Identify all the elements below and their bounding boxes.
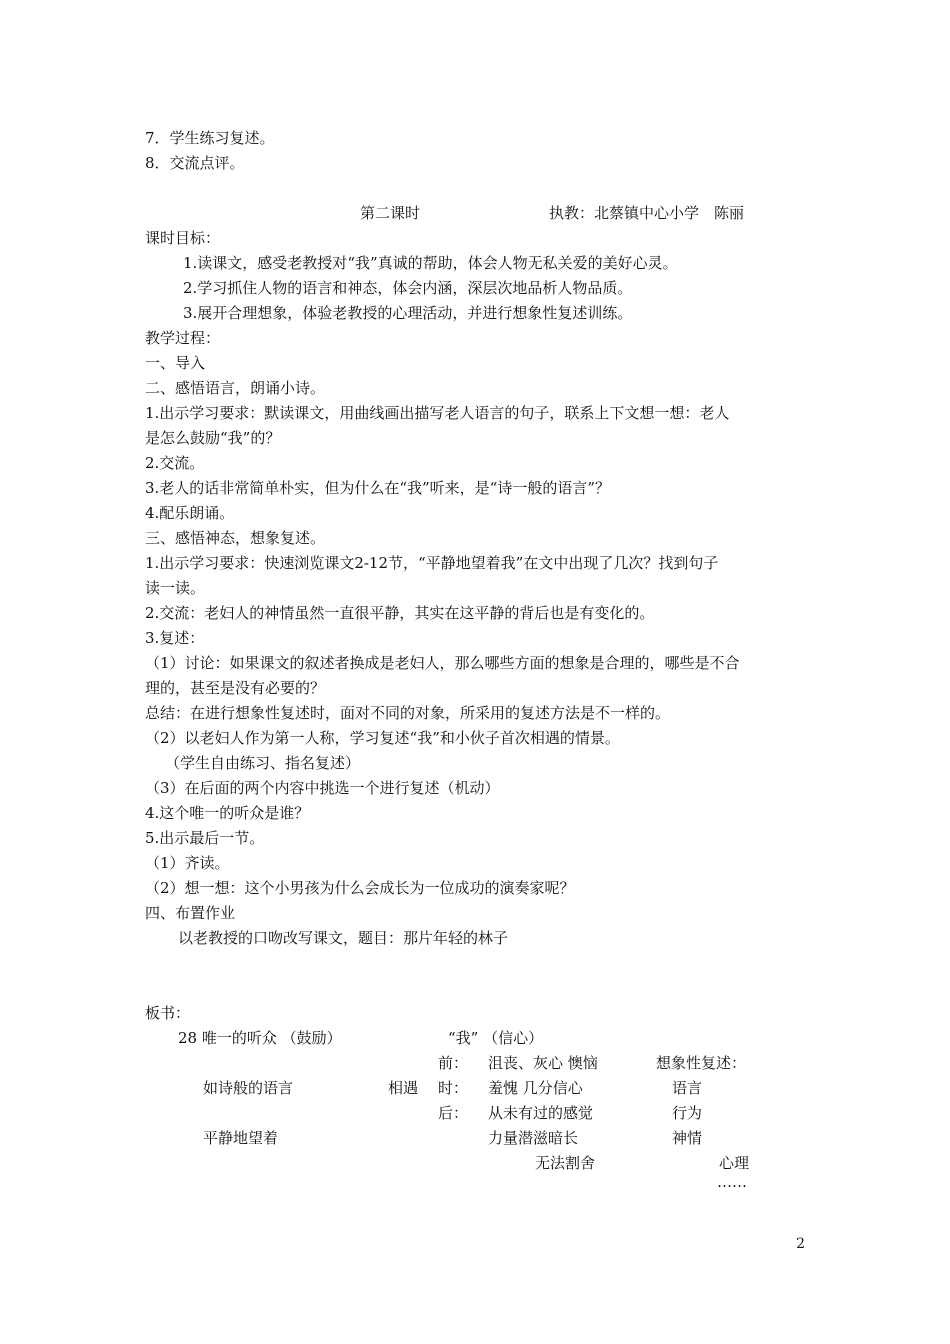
board-action: 行为 <box>672 1104 703 1122</box>
item-3-5-2: （2）想一想：这个小男孩为什么会成长为一位成功的演奏家呢？ <box>145 879 575 897</box>
session-title: 第二课时 <box>360 204 421 222</box>
board-mind: 心理 <box>719 1154 750 1172</box>
goals-title: 课时目标： <box>145 229 221 247</box>
step-8: 8．交流点评。 <box>145 154 245 172</box>
board-before-text: 沮丧、灰心 懊恼 <box>488 1054 598 1072</box>
board-after-label: 后： <box>438 1104 469 1122</box>
board-ellipsis: …… <box>717 1173 747 1191</box>
item-3-3: 3.复述： <box>145 629 205 647</box>
board-meet: 相遇 <box>388 1079 419 1097</box>
item-3-5-1: （1）齐读。 <box>145 854 230 872</box>
board-wo: “我” （信心） <box>448 1029 544 1047</box>
summary: 总结：在进行想象性复述时，面对不同的对象，所采用的复述方法是不一样的。 <box>145 704 671 722</box>
item-3-2: 2.交流：老妇人的神情虽然一直很平静，其实在这平静的背后也是有变化的。 <box>145 604 655 622</box>
goal-1: 1.读课文，感受老教授对“我”真诚的帮助，体会人物无私关爱的美好心灵。 <box>183 254 678 272</box>
item-3-1a: 1.出示学习要求：快速浏览课文2-12节，“平静地望着我”在文中出现了几次？找到句子 <box>145 554 719 572</box>
board-imagine-title: 想象性复述： <box>656 1054 747 1072</box>
goal-2: 2.学习抓住人物的语言和神态，体会内涵，深层次地品析人物品质。 <box>183 279 633 297</box>
board-poetic: 如诗般的语言 <box>203 1079 294 1097</box>
homework: 以老教授的口吻改写课文，题目：那片年轻的林子 <box>178 929 509 947</box>
board-before-label: 前： <box>438 1054 469 1072</box>
section-1: 一、导入 <box>145 354 206 372</box>
item-2-3: 3.老人的话非常简单朴实，但为什么在“我”听来，是“诗一般的语言”？ <box>145 479 610 497</box>
item-2-2: 2.交流。 <box>145 454 205 472</box>
board-power: 力量潜滋暗长 <box>488 1129 579 1147</box>
section-4: 四、布置作业 <box>145 904 236 922</box>
board-after-text: 从未有过的感觉 <box>488 1104 594 1122</box>
item-3-3-1b: 理的，甚至是没有必要的？ <box>145 679 326 697</box>
page-number: 2 <box>796 1236 805 1252</box>
process-title: 教学过程： <box>145 329 221 347</box>
item-3-3-3: （3）在后面的两个内容中挑选一个进行复述（机动） <box>145 779 500 797</box>
board-language: 语言 <box>672 1079 703 1097</box>
section-3: 三、感悟神态，想象复述。 <box>145 529 326 547</box>
board-heading: 28 唯一的听众 （鼓励） <box>178 1029 342 1047</box>
item-3-5: 5.出示最后一节。 <box>145 829 265 847</box>
item-2-4: 4.配乐朗诵。 <box>145 504 235 522</box>
board-inseparable: 无法割舍 <box>535 1154 596 1172</box>
item-2-1a: 1.出示学习要求：默读课文，用曲线画出描写老人语言的句子，联系上下文想一想：老人 <box>145 404 730 422</box>
item-3-4: 4.这个唯一的听众是谁？ <box>145 804 310 822</box>
item-2-1b: 是怎么鼓励“我”的？ <box>145 429 281 447</box>
board-during-text: 羞愧 几分信心 <box>488 1079 583 1097</box>
item-3-3-1a: （1）讨论：如果课文的叙述者换成是老妇人，那么哪些方面的想象是合理的，哪些是不合 <box>145 654 740 672</box>
board-title: 板书： <box>145 1004 191 1022</box>
section-2: 二、感悟语言，朗诵小诗。 <box>145 379 326 397</box>
teacher-info: 执教：北蔡镇中心小学 陈丽 <box>549 204 745 222</box>
item-3-1b: 读一读。 <box>145 579 206 597</box>
board-calm: 平静地望着 <box>203 1129 279 1147</box>
board-during-label: 时： <box>438 1079 469 1097</box>
item-3-3-2b: （学生自由练习、指名复述） <box>165 754 361 772</box>
item-3-3-2: （2）以老妇人作为第一人称，学习复述“我”和小伙子首次相遇的情景。 <box>145 729 620 747</box>
board-expression: 神情 <box>672 1129 703 1147</box>
goal-3: 3.展开合理想象，体验老教授的心理活动，并进行想象性复述训练。 <box>183 304 633 322</box>
step-7: 7．学生练习复述。 <box>145 129 275 147</box>
